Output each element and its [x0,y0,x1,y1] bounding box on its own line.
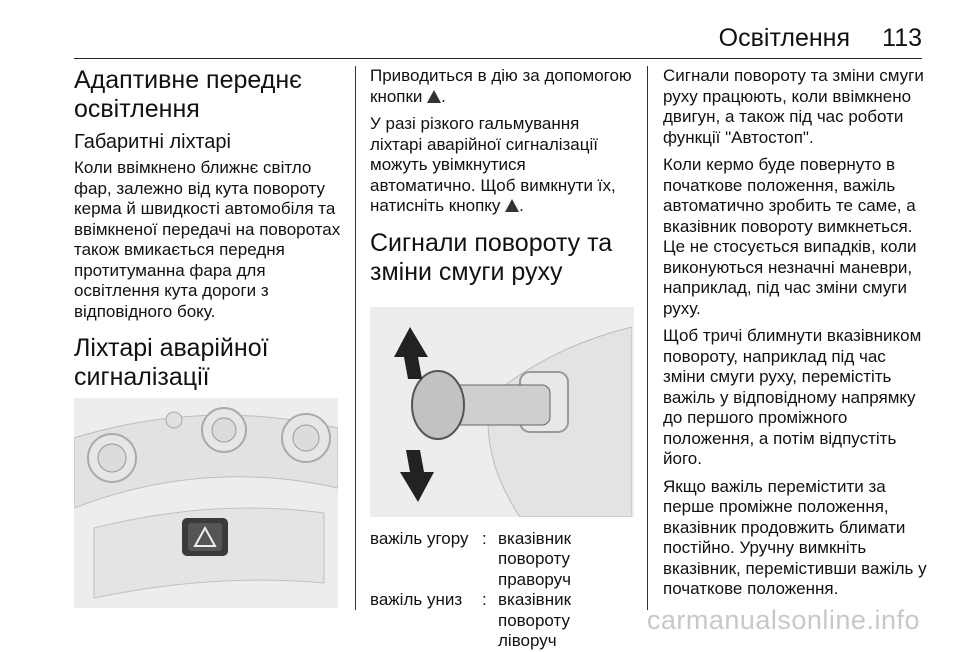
turn-signal-lever-photo [370,307,634,517]
spec-value: вказівник повороту праворуч [498,528,572,589]
paragraph: Щоб тричі блимнути вказівником повороту, наприклад під час зміни смуги руху, перемістіть важіль у відповідному напрямку до першого проміжного положення, а потім відпустіть його. [663,326,922,468]
watermark: carmanualsonline.info [646,605,920,635]
spec-separator: : [482,528,487,548]
section-heading: Ліхтарі аварійної сигналізації [74,334,269,391]
paragraph: Сигнали повороту та зміни смуги руху працюють, коли ввімкнено двигун, а також під час роботи функції "Автостоп". [663,66,924,147]
column-divider [355,66,356,610]
paragraph-text: Приводиться в дію за допомогою кнопки [370,66,632,106]
hazard-switch-photo [74,398,338,608]
paragraph: Приводиться в дію за допомогою кнопки . [370,66,632,106]
paragraph: У разі різкого гальмування ліхтарі аварійної сигналізації можуть увімкнутися автоматично. Щоб вимкнути їх, натисніть кнопку . [370,114,616,215]
page-header [0,0,960,56]
lever-illustration [370,307,632,517]
section-heading: Адаптивне переднє освітлення [74,66,302,123]
header-rule [74,58,922,59]
hazard-icon [427,90,441,103]
column-divider [647,66,648,610]
lever-spec-list [370,529,630,652]
subsection-heading: Габаритні ліхтарі [74,131,231,153]
dashboard-illustration [74,398,338,608]
section-heading: Сигнали повороту та зміни смуги руху [370,228,613,286]
paragraph: Коли ввімкнено ближнє світло фар, залежно від кута повороту керма й швидкості автомобіля та ввімкненої передачі на поворотах також вмикається передня протитуманна фара для освітлення кута дороги з відповідного боку. [74,158,341,321]
header-title: Освітлення [718,24,850,52]
paragraph: Якщо важіль перемістити за перше проміжне положення, вказівник продовжить блимати постійно. Уручну вимкніть вказівник, перемістивши важіль у початкове положення. [663,476,927,598]
spec-separator: : [482,590,487,609]
page-number: 113 [882,24,922,52]
spec-label: важіль униз [370,590,463,609]
paragraph: Коли кермо буде повернуто в початкове положення, важіль автоматично зробить те саме, а вказівник повороту вимкнеться. Це не стосується випадків, коли виконуються незначні маневри, наприклад, під час зміни смуги руху. [663,155,917,318]
spec-label: важіль угору [370,528,469,548]
paragraph-text: У разі різкого гальмування ліхтарі аварійної сигналізації можуть увімкнутися автоматично. Щоб вимкнути їх, натисніть кнопку [370,114,616,215]
column-3 [663,66,928,607]
hazard-icon [505,199,519,212]
column-1 [74,66,344,608]
spec-value: вказівник повороту ліворуч [498,590,572,650]
column-2 [370,66,632,652]
